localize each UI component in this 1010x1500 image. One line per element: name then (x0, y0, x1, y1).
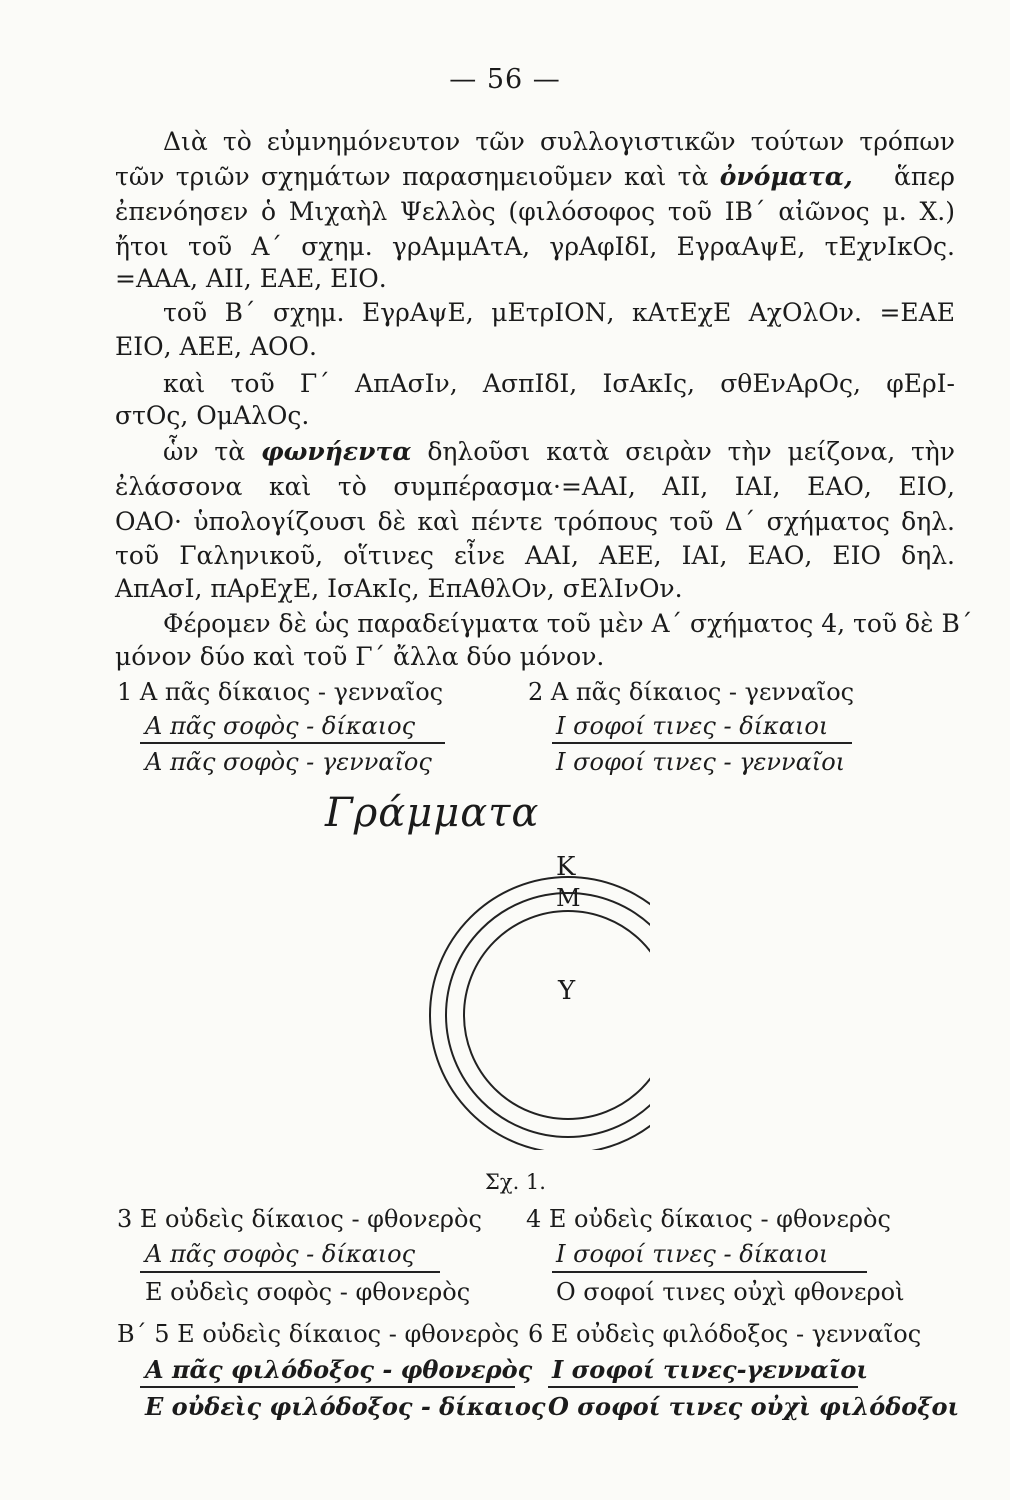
text-line: ΕΙΟ, ΑΕΕ, ΑΟΟ. (115, 332, 317, 361)
emphasis-onomata: ὀνόματα, (719, 162, 853, 191)
syllogism-2-conclusion: Ι σοφοί τινες - γενναῖοι (556, 748, 846, 776)
text-span: τῶν τριῶν σχημάτων παρασημειοῦμεν καὶ τὰ (115, 162, 720, 191)
syllogism-1-conclusion: Α πᾶς σοφὸς - γενναῖος (145, 748, 432, 776)
text-line: Διὰ τὸ εὐμνημόνευτον τῶν συλλογιστικῶν τούτων τρόπων (163, 127, 955, 156)
text-line: ἤτοι τοῦ Α΄ σχημ. γρΑμμΑτΑ, γρΑφΙδΙ, ΕγραΑψΕ, τΕχνΙκΟς. (115, 232, 955, 261)
syllogism-3-conclusion: Ε οὐδεὶς σοφὸς - φθονερὸς (145, 1278, 471, 1306)
syllogism-4-rule (552, 1271, 867, 1273)
diagram-title: Γράμματα (325, 790, 540, 836)
syllogism-3-rule (140, 1271, 440, 1273)
syllogism-4-minor: Ι σοφοί τινες - δίκαιοι (556, 1240, 829, 1268)
label-K: Κ (556, 852, 576, 882)
text-line: στΟς, ΟμΑλΟς. (115, 401, 310, 430)
syllogism-6-rule (548, 1386, 858, 1388)
middle-circle (446, 893, 650, 1137)
text-line: καὶ τοῦ Γ΄ ΑπΑσΙν, ΑσπΙδΙ, ΙσΑκΙς, σθΕνΑρΟς, φΕρΙ- (163, 369, 955, 398)
syllogism-6-conclusion: Ο σοφοί τινες οὐχὶ φιλόδοξοι (548, 1392, 960, 1421)
syllogism-5-major: Β΄ 5 Ε οὐδεὶς δίκαιος - φθονερὸς (117, 1320, 520, 1348)
concentric-circles-diagram (390, 840, 650, 1150)
text-line: ΟΑΟ· ὑπολογίζουσι δὲ καὶ πέντε τρόπους τοῦ Δ΄ σχήματος δηλ. (115, 507, 955, 536)
text-line: τοῦ Β΄ σχημ. ΕγρΑψΕ, μΕτρΙΟΝ, κΑτΕχΕ ΑχΟλΟν. =ΕΑΕ (163, 298, 955, 327)
syllogism-5-rule (140, 1386, 515, 1388)
syllogism-2-major: 2 Α πᾶς δίκαιος - γενναῖος (528, 678, 855, 706)
syllogism-6-major: 6 Ε οὐδεὶς φιλόδοξος - γενναῖος (528, 1320, 922, 1348)
outer-circle (430, 877, 650, 1150)
text-line: =ΑΑΑ, ΑΙΙ, ΕΑΕ, ΕΙΟ. (115, 264, 387, 293)
syllogism-1-minor: Α πᾶς σοφὸς - δίκαιος (145, 712, 416, 740)
text-line: μόνον δύο καὶ τοῦ Γ΄ ἄλλα δύο μόνον. (115, 642, 605, 671)
text-line: τοῦ Γαληνικοῦ, οἵτινες εἶνε ΑΑΙ, ΑΕΕ, ΙΑΙ, ΕΑΟ, ΕΙΟ δηλ. (115, 541, 955, 570)
text-line: Φέρομεν δὲ ὡς παραδείγματα τοῦ μὲν Α΄ σχήματος 4, τοῦ δὲ Β΄ (163, 609, 973, 638)
syllogism-5-conclusion: Ε οὐδεὶς φιλόδοξος - δίκαιος (145, 1392, 546, 1421)
syllogism-1-rule (140, 742, 445, 744)
syllogism-6-minor: Ι σοφοί τινες-γενναῖοι (552, 1355, 868, 1384)
text-line: ΑπΑσΙ, πΑρΕχΕ, ΙσΑκΙς, ΕπΑθλΟν, σΕλΙνΟν. (115, 574, 683, 603)
syllogism-3-major: 3 Ε οὐδεὶς δίκαιος - φθονερὸς (117, 1205, 482, 1233)
text-line: ἐπενόησεν ὁ Μιχαὴλ Ψελλὸς (φιλόσοφος τοῦ ΙΒ΄ αἰῶνος μ. Χ.) (115, 197, 955, 226)
inner-circle (464, 911, 650, 1119)
text-span: ἅπερ (894, 162, 955, 191)
syllogism-2-minor: Ι σοφοί τινες - δίκαιοι (556, 712, 829, 740)
text-line: ἐλάσσονα καὶ τὸ συμπέρασμα·=ΑΑΙ, ΑΙΙ, ΙΑΙ, ΕΑΟ, ΕΙΟ, (115, 472, 955, 501)
text-span: δηλοῦσι κατὰ σειρὰν τὴν μείζονα, τὴν (411, 437, 955, 466)
text-span: ὧν τὰ (163, 437, 261, 466)
label-Y: Υ (558, 976, 576, 1006)
syllogism-2-rule (552, 742, 852, 744)
syllogism-4-conclusion: Ο σοφοί τινες οὐχὶ φθονεροὶ (556, 1278, 905, 1306)
label-M: Μ (556, 884, 581, 912)
syllogism-1-major: 1 Α πᾶς δίκαιος - γενναῖος (117, 678, 444, 706)
text-line (115, 437, 955, 467)
syllogism-3-minor: Α πᾶς σοφὸς - δίκαιος (145, 1240, 416, 1268)
page-number: — 56 — (449, 64, 561, 95)
syllogism-5-minor: Α πᾶς φιλόδοξος - φθονερὸς (145, 1355, 533, 1384)
syllogism-4-major: 4 Ε οὐδεὶς δίκαιος - φθονερὸς (526, 1205, 891, 1233)
figure-caption: Σχ. 1. (485, 1170, 546, 1194)
emphasis-fonienta: φωνήεντα (260, 437, 412, 466)
text-line (115, 162, 955, 192)
